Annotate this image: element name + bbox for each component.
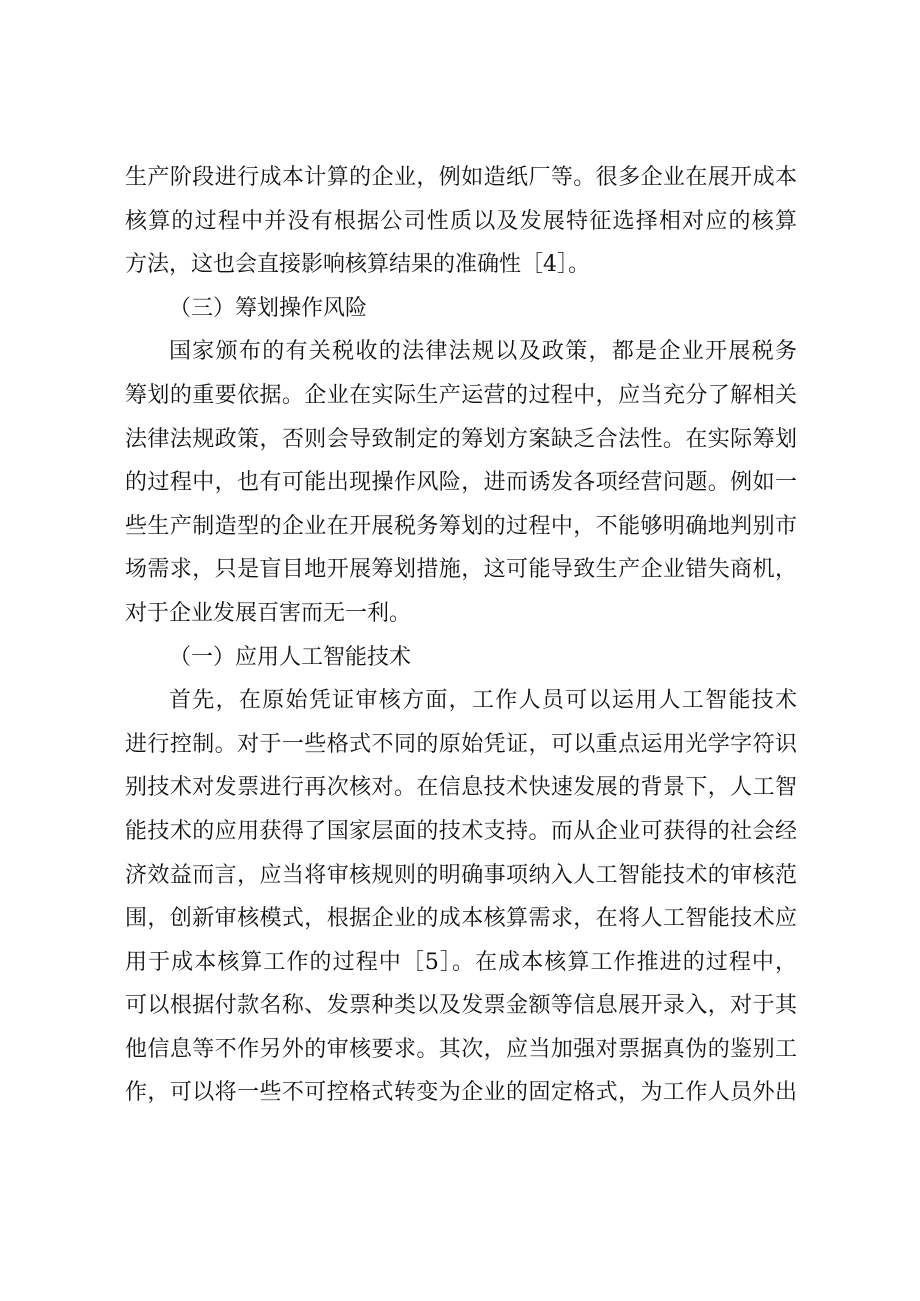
- text-line: 的过程中，也有可能出现操作风险，进而诱发各项经营问题。例如一: [125, 470, 797, 496]
- text-line: 对于企业发展百害而无一利。: [125, 600, 412, 626]
- section-heading: （一）应用人工智能技术: [169, 644, 412, 670]
- text-line: 方法，这也会直接影响核算结果的准确性［4］。: [125, 252, 590, 278]
- text-line: 首先，在原始凭证审核方面，工作人员可以运用人工智能技术: [169, 688, 797, 714]
- text-line: 进行控制。对于一些格式不同的原始凭证，可以重点运用光学字符识: [125, 731, 797, 757]
- text-line: 围，创新审核模式，根据企业的成本核算需求，在将人工智能技术应: [125, 906, 797, 932]
- text-line: 别技术对发票进行再次核对。在信息技术快速发展的背景下，人工智: [125, 775, 797, 801]
- text-line: 可以根据付款名称、发票种类以及发票金额等信息展开录入，对于其: [125, 993, 797, 1019]
- text-line: 他信息等不作另外的审核要求。其次，应当加强对票据真伪的鉴别工: [125, 1036, 797, 1062]
- text-line: 些生产制造型的企业在开展税务筹划的过程中，不能够明确地判别市: [125, 513, 797, 539]
- text-line: 济效益而言，应当将审核规则的明确事项纳入人工智能技术的审核范: [125, 862, 797, 888]
- text-line: 国家颁布的有关税收的法律法规以及政策，都是企业开展税务: [169, 339, 797, 365]
- text-line: 作，可以将一些不可控格式转变为企业的固定格式，为工作人员外出: [125, 1080, 797, 1106]
- text-line: 用于成本核算工作的过程中［5］。在成本核算工作推进的过程中，: [125, 949, 797, 975]
- text-line: 法律法规政策，否则会导致制定的筹划方案缺乏合法性。在实际筹划: [125, 426, 797, 452]
- text-line: 筹划的重要依据。企业在实际生产运营的过程中，应当充分了解相关: [125, 382, 797, 408]
- text-line: 核算的过程中并没有根据公司性质以及发展特征选择相对应的核算: [125, 208, 797, 234]
- section-heading: （三）筹划操作风险: [169, 295, 368, 321]
- text-line: 能技术的应用获得了国家层面的技术支持。而从企业可获得的社会经: [125, 818, 797, 844]
- body-text: [125, 156, 797, 1115]
- text-line: 场需求，只是盲目地开展筹划措施，这可能导致生产企业错失商机，: [125, 557, 797, 583]
- text-line: 生产阶段进行成本计算的企业，例如造纸厂等。很多企业在展开成本: [125, 165, 797, 190]
